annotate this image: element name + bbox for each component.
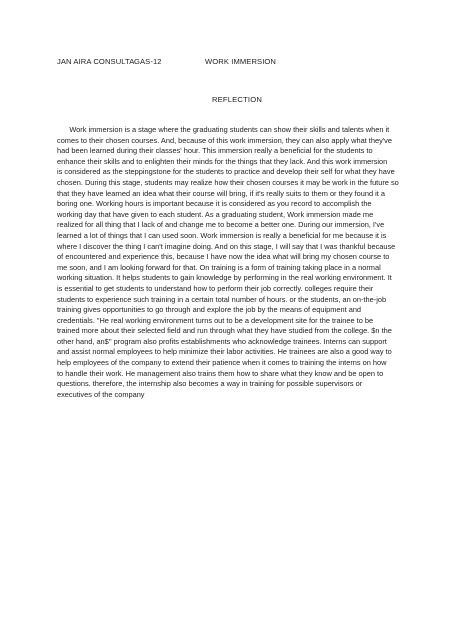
body-line: working situation. It helps students to gain knowledge by performing in the real working environment. It xyxy=(57,273,392,283)
body-line: that they have learned an idea what their course will bring, if it's really suits to them or they found it a xyxy=(57,188,386,198)
body-line: students to experience such training in a certain total number of hours. or the students, an on-the-job xyxy=(57,294,387,304)
body-line: where I discover the thing I can't imagine doing. And on this stage, I will say that I was thankful because xyxy=(57,241,396,251)
body-line: enhance their skills and to enlighten their minds for the things that they lack. And this work immersion xyxy=(57,156,388,166)
body-line: help employees of the company to extend their patience when it comes to training the interns on how xyxy=(57,358,387,368)
body-line: chosen. During this stage, students may realize how their chosen courses it may be work in the future so xyxy=(57,177,399,187)
body-line: Work immersion is a stage where the graduating students can show their skills and talents when it xyxy=(57,125,390,134)
body-line: credentials. "He real working environment turns out to be a development site for the trainee to be xyxy=(57,315,374,325)
body-line: to handle their work. He management also trains them how to share what they know and be open to xyxy=(57,368,384,378)
body-line: is considered as the steppingstone for the students to practice and develop their self for what they have xyxy=(57,167,395,177)
body-line: working day that have given to each student. As a graduating student, Work immersion made me xyxy=(57,209,374,219)
body-line: had been learned during their classes' hour. This immersion really a beneficial for the students to xyxy=(57,146,373,156)
body-line: learned a lot of things that I can used soon. Work immersion is really a beneficial for me because it is xyxy=(57,230,387,240)
body-line: training gives opportunities to go through and explore the job by the means of equipment and xyxy=(57,305,362,315)
body-line: other hand, an$'' program also profits establishments who acknowledge trainees. Interns can support xyxy=(57,336,387,346)
section-label: GAS-12 xyxy=(134,57,162,66)
reflection-body xyxy=(57,125,415,400)
body-line: comes to their chosen courses. And, because of this work immersion, they can also apply what they've xyxy=(57,135,392,145)
subject-label: WORK IMMERSION xyxy=(205,57,277,66)
body-line: boring one. Working hours is important because it is considered as you record to accomplish the xyxy=(57,199,372,209)
document-header xyxy=(57,57,276,66)
body-line: questions. therefore, the internship also becomes a way in training for possible supervisors or xyxy=(57,379,363,389)
body-line: is essential to get students to understand how to perform their job correctly. colleges require their xyxy=(57,283,374,293)
student-name: JAN AIRA CONSULTA xyxy=(57,57,135,66)
body-line: of encountered and experience this, because I have now the idea what will bring my chosen course to xyxy=(57,252,390,262)
body-line: trained more about their selected field and run through what they have studied from the college. $n the xyxy=(57,326,392,336)
body-line: me soon, and I am looking forward for that. On training is a form of training taking place in a normal xyxy=(57,262,381,272)
body-line: executives of the company xyxy=(57,389,145,399)
body-line: and assist normal employees to help minimize their labor activities. He trainees are also a good way to xyxy=(57,347,392,357)
body-line: realized for all thing that I lack of and change me to become a better one. During our immersion, I've xyxy=(57,220,385,230)
document-title: REFLECTION xyxy=(211,95,263,104)
